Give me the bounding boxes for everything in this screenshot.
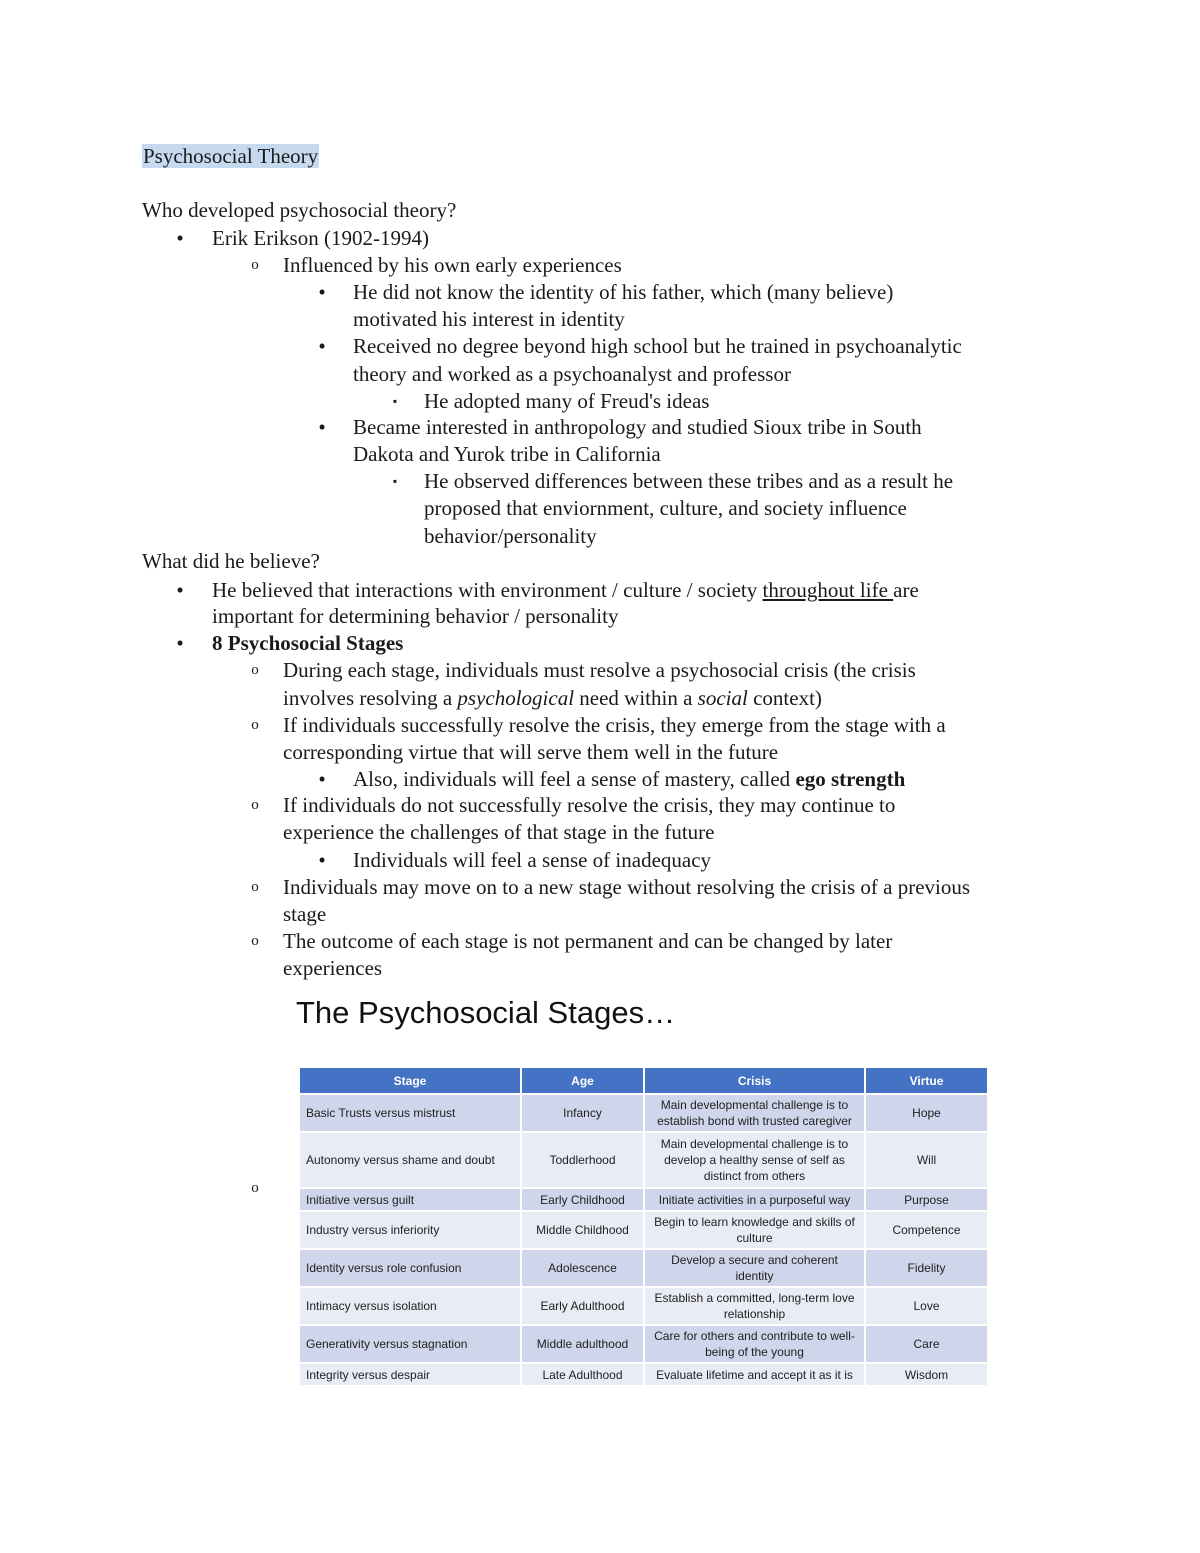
table-header-row — [300, 1068, 988, 1094]
list-item-anthro-line1: Became interested in anthropology and studied Sioux tribe in South — [353, 415, 922, 439]
list-item-degree-line2: theory and worked as a psychoanalyst and professor — [353, 362, 791, 386]
table-row — [300, 1094, 988, 1132]
list-item-success-line1: If individuals successfully resolve the crisis, they emerge from the stage with a — [283, 713, 946, 737]
table-row — [300, 1132, 988, 1188]
cell-virtue: Hope — [865, 1094, 988, 1132]
table-row — [300, 1287, 988, 1325]
cell-crisis: Begin to learn knowledge and skills of culture — [644, 1211, 865, 1249]
cell-virtue: Competence — [865, 1211, 988, 1249]
cell-virtue: Wisdom — [865, 1363, 988, 1386]
column-header-virtue: Virtue — [865, 1068, 988, 1094]
cell-crisis: Establish a committed, long-term love relationship — [644, 1287, 865, 1325]
table-row — [300, 1249, 988, 1287]
column-header-crisis: Crisis — [644, 1068, 865, 1094]
cell-age: Early Childhood — [521, 1188, 644, 1211]
table-row — [300, 1363, 988, 1386]
cell-crisis: Main developmental challenge is to develop a healthy sense of self as distinct from others — [644, 1132, 865, 1188]
list-item-influenced: Influenced by his own early experiences — [283, 253, 622, 277]
bullet-disc-icon — [170, 577, 190, 604]
cell-virtue: Will — [865, 1132, 988, 1188]
bullet-disc-icon — [312, 766, 332, 793]
column-header-stage: Stage — [300, 1068, 521, 1094]
cell-stage: Identity versus role confusion — [300, 1249, 521, 1287]
bullet-square-icon — [385, 388, 405, 415]
bullet-circle-icon — [245, 874, 265, 901]
list-item-believed-line2: important for determining behavior / personality — [212, 604, 619, 628]
cell-stage: Autonomy versus shame and doubt — [300, 1132, 521, 1188]
bullet-circle-icon — [245, 928, 265, 955]
cell-stage: Integrity versus despair — [300, 1363, 521, 1386]
list-item-outcome-line1: The outcome of each stage is not permanent and can be changed by later — [283, 929, 893, 953]
page-title: Psychosocial Theory — [143, 144, 319, 168]
list-item-success-line2: corresponding virtue that will serve them well in the future — [283, 740, 779, 764]
list-item-believed-line1: He believed that interactions with environment / culture / society throughout life are — [212, 578, 919, 602]
list-item-fail-line2: experience the challenges of that stage in the future — [283, 820, 715, 844]
bullet-disc-icon — [312, 279, 332, 306]
cell-age: Adolescence — [521, 1249, 644, 1287]
cell-age: Infancy — [521, 1094, 644, 1132]
column-header-age: Age — [521, 1068, 644, 1094]
cell-age: Early Adulthood — [521, 1287, 644, 1325]
list-item-father-line1: He did not know the identity of his father, which (many believe) — [353, 280, 894, 304]
stages-heading: 8 Psychosocial Stages — [212, 631, 404, 655]
list-item-outcome-line2: experiences — [283, 956, 383, 980]
slide-title: The Psychosocial Stages… — [296, 995, 676, 1030]
bullet-disc-icon — [312, 414, 332, 441]
cell-age: Middle adulthood — [521, 1325, 644, 1363]
cell-stage: Generativity versus stagnation — [300, 1325, 521, 1363]
list-item-observed-line1: He observed differences between these tribes and as a result he — [424, 469, 954, 493]
cell-crisis: Care for others and contribute to well-being of the young — [644, 1325, 865, 1363]
bullet-disc-icon — [170, 225, 190, 252]
list-item-freud: He adopted many of Freud's ideas — [424, 389, 710, 413]
bullet-circle-icon — [245, 657, 265, 684]
list-item-observed-line2: proposed that enviornment, culture, and society influence — [424, 496, 907, 520]
cell-stage: Intimacy versus isolation — [300, 1287, 521, 1325]
bullet-circle-icon — [245, 792, 265, 819]
cell-virtue: Purpose — [865, 1188, 988, 1211]
cell-crisis: Main developmental challenge is to establish bond with trusted caregiver — [644, 1094, 865, 1132]
table-row — [300, 1211, 988, 1249]
cell-crisis: Evaluate lifetime and accept it as it is — [644, 1363, 865, 1386]
bullet-circle-icon — [245, 712, 265, 739]
cell-stage: Basic Trusts versus mistrust — [300, 1094, 521, 1132]
list-item-anthro-line2: Dakota and Yurok tribe in California — [353, 442, 661, 466]
list-item-mastery: Also, individuals will feel a sense of mastery, called ego strength — [353, 767, 906, 791]
list-item-fail-line1: If individuals do not successfully resolve the crisis, they may continue to — [283, 793, 896, 817]
question-what-believe: What did he believe? — [142, 549, 320, 573]
cell-virtue: Fidelity — [865, 1249, 988, 1287]
list-item-father-line2: motivated his interest in identity — [353, 307, 625, 331]
bullet-circle-icon — [245, 252, 265, 279]
list-item-degree-line1: Received no degree beyond high school but he trained in psychoanalytic — [353, 334, 962, 358]
list-item-move-line1: Individuals may move on to a new stage without resolving the crisis of a previous — [283, 875, 971, 899]
list-item-erikson: Erik Erikson (1902-1994) — [212, 226, 429, 250]
cell-stage: Initiative versus guilt — [300, 1188, 521, 1211]
list-item-during-line2: involves resolving a psychological need within a social context) — [283, 686, 822, 710]
cell-age: Late Adulthood — [521, 1363, 644, 1386]
bullet-circle-icon — [245, 1175, 265, 1202]
bullet-disc-icon — [312, 333, 332, 360]
list-item-move-line2: stage — [283, 902, 327, 926]
list-item-inadequacy: Individuals will feel a sense of inadequacy — [353, 848, 712, 872]
cell-age: Middle Childhood — [521, 1211, 644, 1249]
cell-stage: Industry versus inferiority — [300, 1211, 521, 1249]
bullet-disc-icon — [312, 847, 332, 874]
list-item-observed-line3: behavior/personality — [424, 524, 597, 548]
table-row — [300, 1325, 988, 1363]
cell-crisis: Initiate activities in a purposeful way — [644, 1188, 865, 1211]
list-item-during-line1: During each stage, individuals must resolve a psychosocial crisis (the crisis — [283, 658, 916, 682]
psychosocial-stages-table — [300, 1068, 989, 1387]
question-who-developed: Who developed psychosocial theory? — [142, 198, 457, 222]
table-row — [300, 1188, 988, 1211]
cell-virtue: Care — [865, 1325, 988, 1363]
bullet-disc-icon — [170, 630, 190, 657]
cell-age: Toddlerhood — [521, 1132, 644, 1188]
bullet-square-icon — [385, 468, 405, 495]
cell-virtue: Love — [865, 1287, 988, 1325]
cell-crisis: Develop a secure and coherent identity — [644, 1249, 865, 1287]
